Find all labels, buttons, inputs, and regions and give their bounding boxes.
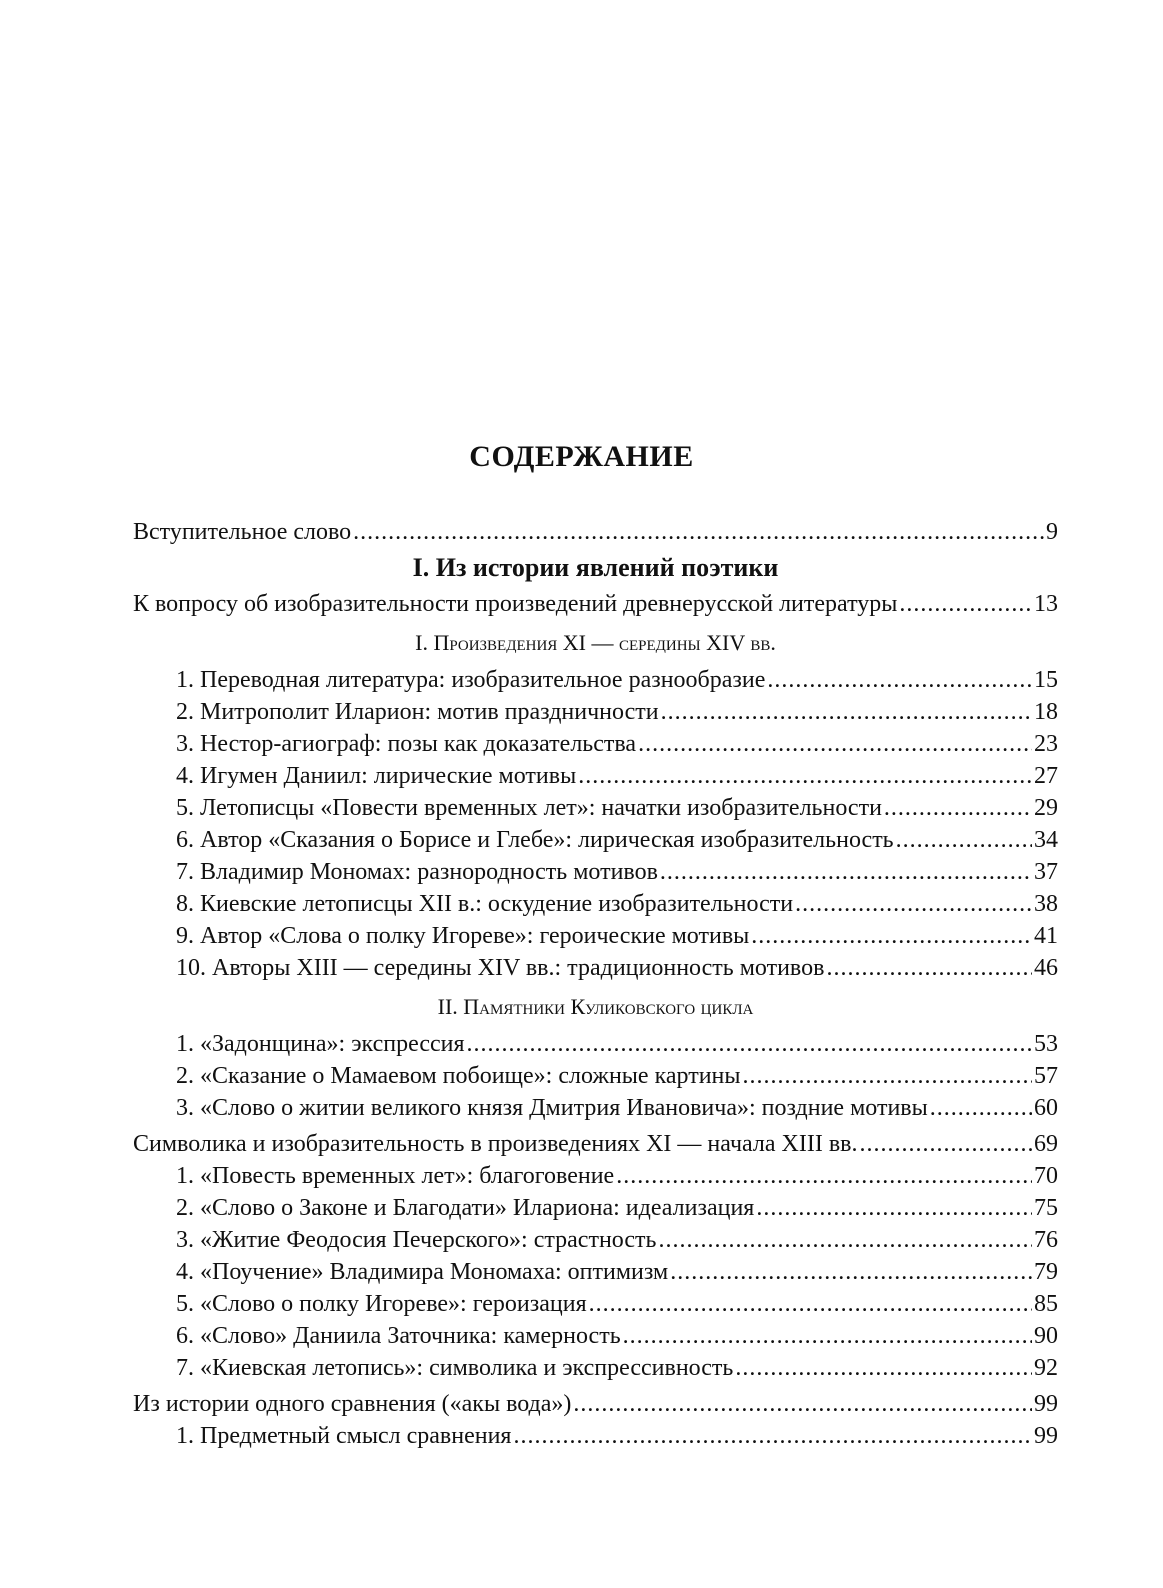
dot-leader bbox=[884, 792, 1032, 824]
toc-page-number: 69 bbox=[1034, 1131, 1058, 1157]
dot-leader bbox=[767, 664, 1032, 696]
toc-entry-text: 1. «Задонщина»: экспрессия bbox=[176, 1031, 465, 1057]
table-of-contents bbox=[133, 516, 1058, 1452]
toc-page-number: 38 bbox=[1034, 891, 1058, 917]
toc-entry bbox=[133, 1160, 1058, 1192]
dot-leader bbox=[756, 1192, 1032, 1224]
toc-entry-article-1 bbox=[133, 588, 1058, 620]
dot-leader bbox=[743, 1060, 1032, 1092]
toc-entry-text: 1. Предметный смысл сравнения bbox=[176, 1423, 512, 1449]
toc-entry bbox=[133, 1420, 1058, 1452]
dot-leader bbox=[513, 1420, 1032, 1452]
dot-leader bbox=[353, 516, 1044, 548]
toc-page-number: 99 bbox=[1034, 1423, 1058, 1449]
toc-entry bbox=[133, 728, 1058, 760]
toc-page-number: 37 bbox=[1034, 859, 1058, 885]
toc-page-number: 75 bbox=[1034, 1195, 1058, 1221]
toc-entry-article-3 bbox=[133, 1388, 1058, 1420]
subsection-heading-1: I. Произведения XI — середины XIV вв. bbox=[415, 630, 776, 655]
dot-leader bbox=[578, 760, 1032, 792]
toc-entry-text: 8. Киевские летописцы XII в.: оскудение изобразительности bbox=[176, 891, 794, 917]
dot-leader bbox=[735, 1352, 1032, 1384]
dot-leader bbox=[638, 728, 1032, 760]
toc-page-number: 99 bbox=[1034, 1391, 1058, 1417]
dot-leader bbox=[751, 920, 1032, 952]
toc-page-number: 18 bbox=[1034, 699, 1058, 725]
toc-entry-text: Вступительное слово bbox=[133, 519, 352, 545]
dot-leader bbox=[670, 1256, 1032, 1288]
toc-entry-text: 10. Авторы XIII — середины XIV вв.: традиционность мотивов bbox=[176, 955, 825, 981]
toc-entry-text: 4. Игумен Даниил: лирические мотивы bbox=[176, 763, 577, 789]
toc-entry-text: 9. Автор «Слова о полку Игореве»: героические мотивы bbox=[176, 923, 750, 949]
toc-entry-text: Символика и изобразительность в произведениях XI — начала XIII вв. bbox=[133, 1131, 858, 1157]
toc-page-number: 57 bbox=[1034, 1063, 1058, 1089]
toc-entry-intro bbox=[133, 516, 1058, 548]
toc-entry-text: 2. «Сказание о Мамаевом побоище»: сложные картины bbox=[176, 1063, 741, 1089]
dot-leader bbox=[826, 952, 1032, 984]
toc-entry-article-2 bbox=[133, 1128, 1058, 1160]
toc-entry-text: 2. «Слово о Законе и Благодати» Илариона: идеализация bbox=[176, 1195, 755, 1221]
dot-leader bbox=[573, 1388, 1032, 1420]
toc-entry-text: Из истории одного сравнения («акы вода») bbox=[133, 1391, 572, 1417]
dot-leader bbox=[896, 824, 1032, 856]
toc-page-number: 70 bbox=[1034, 1163, 1058, 1189]
dot-leader bbox=[930, 1092, 1032, 1124]
toc-entry bbox=[133, 1352, 1058, 1384]
toc-page-number: 79 bbox=[1034, 1259, 1058, 1285]
toc-page-number: 85 bbox=[1034, 1291, 1058, 1317]
toc-page-number: 34 bbox=[1034, 827, 1058, 853]
toc-page-number: 41 bbox=[1034, 923, 1058, 949]
toc-entry-text: 7. Владимир Мономах: разнородность мотивов bbox=[176, 859, 658, 885]
toc-entry bbox=[133, 952, 1058, 984]
toc-page-number: 46 bbox=[1034, 955, 1058, 981]
dot-leader bbox=[616, 1160, 1032, 1192]
toc-entry bbox=[133, 1060, 1058, 1092]
dot-leader bbox=[661, 696, 1032, 728]
toc-page-number: 76 bbox=[1034, 1227, 1058, 1253]
toc-entry bbox=[133, 920, 1058, 952]
toc-entry-text: 3. «Слово о житии великого князя Дмитрия Ивановича»: поздние мотивы bbox=[176, 1095, 928, 1121]
toc-page-number: 53 bbox=[1034, 1031, 1058, 1057]
subsection-heading-2: II. Памятники Куликовского цикла bbox=[437, 994, 754, 1019]
toc-entry bbox=[133, 760, 1058, 792]
dot-leader bbox=[660, 856, 1032, 888]
dot-leader bbox=[795, 888, 1032, 920]
dot-leader bbox=[859, 1128, 1032, 1160]
dot-leader bbox=[467, 1028, 1032, 1060]
toc-entry-text: 1. «Повесть временных лет»: благоговение bbox=[176, 1163, 615, 1189]
toc-entry bbox=[133, 888, 1058, 920]
toc-entry bbox=[133, 1224, 1058, 1256]
toc-entry-text: К вопросу об изобразительности произведений древнерусской литературы bbox=[133, 591, 898, 617]
toc-entry-text: 6. Автор «Сказания о Борисе и Глебе»: лирическая изобразительность bbox=[176, 827, 894, 853]
toc-page-number: 15 bbox=[1034, 667, 1058, 693]
toc-entry-text: 3. «Житие Феодосия Печерского»: страстность bbox=[176, 1227, 657, 1253]
toc-page-number: 9 bbox=[1046, 519, 1058, 545]
toc-entry bbox=[133, 1320, 1058, 1352]
toc-page-number: 29 bbox=[1034, 795, 1058, 821]
toc-page-number: 23 bbox=[1034, 731, 1058, 757]
dot-leader bbox=[658, 1224, 1032, 1256]
toc-entry bbox=[133, 696, 1058, 728]
dot-leader bbox=[623, 1320, 1032, 1352]
toc-entry bbox=[133, 1092, 1058, 1124]
toc-entry bbox=[133, 1028, 1058, 1060]
toc-entry bbox=[133, 1192, 1058, 1224]
toc-entry-text: 3. Нестор-агиограф: позы как доказательства bbox=[176, 731, 637, 757]
toc-entry bbox=[133, 664, 1058, 696]
toc-page-number: 60 bbox=[1034, 1095, 1058, 1121]
toc-entry bbox=[133, 824, 1058, 856]
toc-page-number: 13 bbox=[1034, 591, 1058, 617]
toc-entry-text: 2. Митрополит Иларион: мотив праздничности bbox=[176, 699, 659, 725]
toc-entry bbox=[133, 792, 1058, 824]
dot-leader bbox=[899, 588, 1032, 620]
toc-page-number: 90 bbox=[1034, 1323, 1058, 1349]
toc-entry-text: 7. «Киевская летопись»: символика и экспрессивность bbox=[176, 1355, 734, 1381]
page-title: СОДЕРЖАНИЕ bbox=[469, 440, 694, 473]
toc-entry-text: 6. «Слово» Даниила Заточника: камерность bbox=[176, 1323, 621, 1349]
dot-leader bbox=[589, 1288, 1032, 1320]
toc-entry-text: 4. «Поучение» Владимира Мономаха: оптимизм bbox=[176, 1259, 669, 1285]
toc-page-number: 27 bbox=[1034, 763, 1058, 789]
toc-entry bbox=[133, 856, 1058, 888]
toc-page-number: 92 bbox=[1034, 1355, 1058, 1381]
toc-entry-text: 1. Переводная литература: изобразительное разнообразие bbox=[176, 667, 766, 693]
section-heading-part-1: I. Из истории явлений поэтики bbox=[412, 553, 779, 582]
toc-entry bbox=[133, 1288, 1058, 1320]
toc-entry-text: 5. «Слово о полку Игореве»: героизация bbox=[176, 1291, 587, 1317]
toc-entry-text: 5. Летописцы «Повести временных лет»: начатки изобразительности bbox=[176, 795, 882, 821]
toc-entry bbox=[133, 1256, 1058, 1288]
